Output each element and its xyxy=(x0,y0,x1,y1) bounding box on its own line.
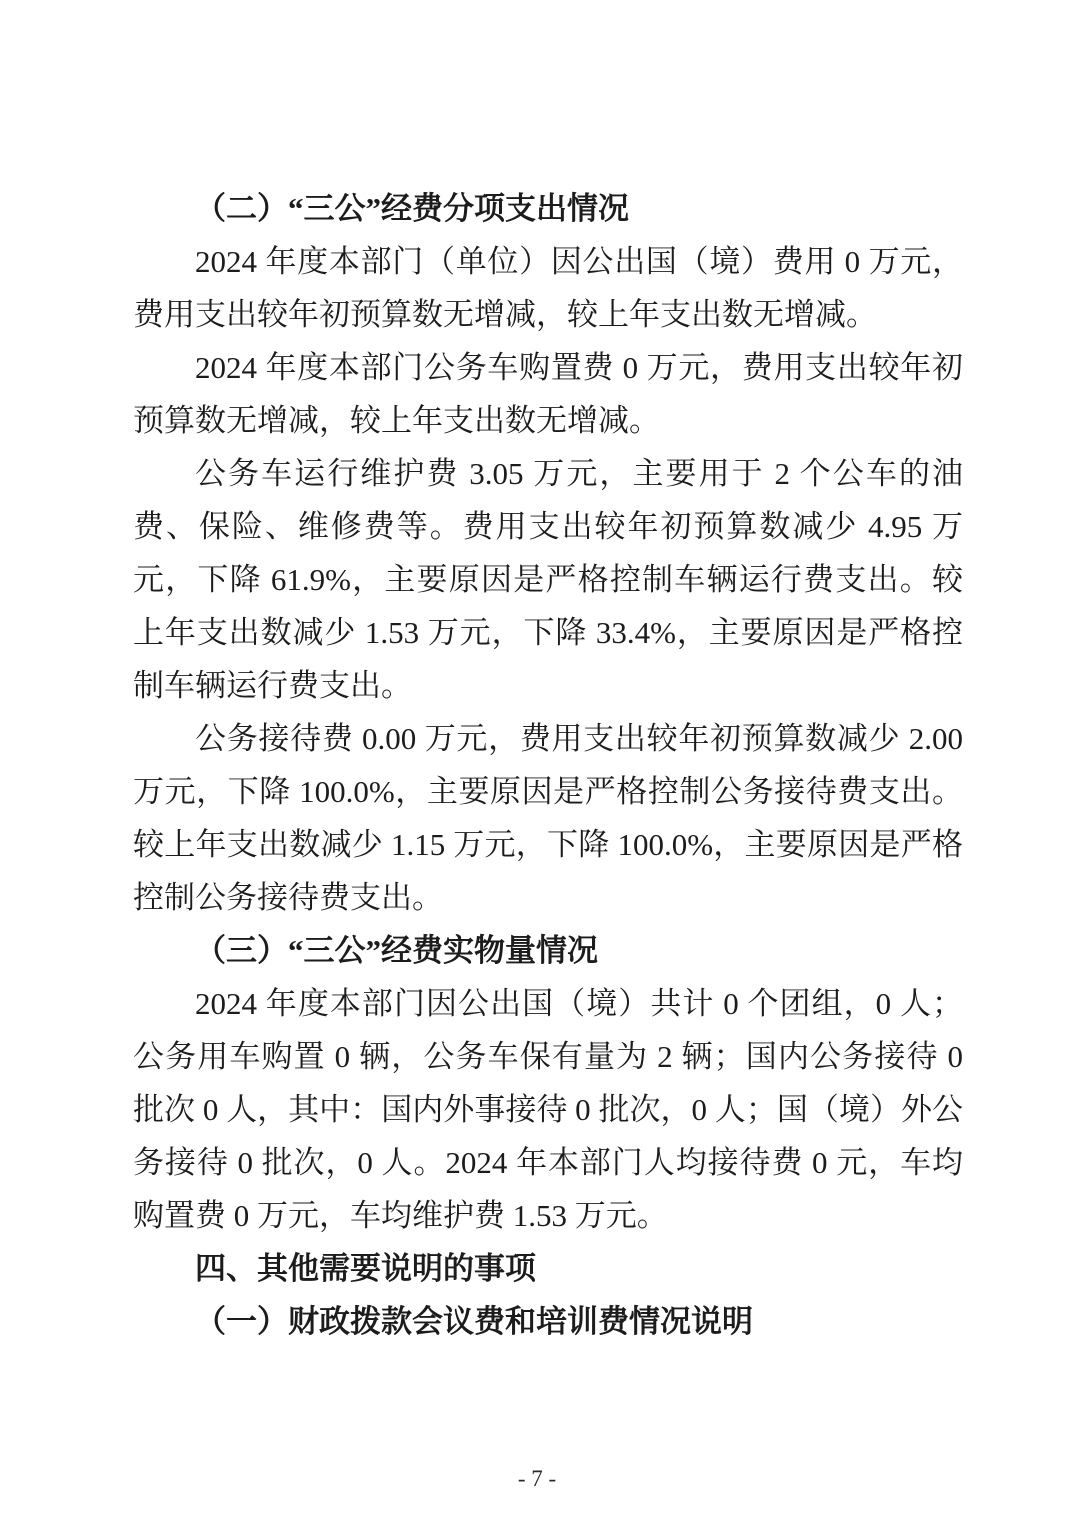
para-physical-quantity: 2024 年度本部门因公出国（境）共计 0 个团组，0 人；公务用车购置 0 辆，公务车保有量为 2 辆；国内公务接待 0 批次 0 人，其中：国内外事接待 0 批次，0 人；国（境）外公务接待 0 批次，0 人。2024 年本部门人均接待费 0 元，车均购置费 0 万元，车均维护费 1.53 万元。 xyxy=(133,986,963,1233)
para-official-reception: 公务接待费 0.00 万元，费用支出较年初预算数减少 2.00 万元，下降 100.0%，主要原因是严格控制公务接待费支出。较上年支出数减少 1.15 万元，下降 100.0%，主要原因是严格控制公务接待费支出。 xyxy=(133,721,963,915)
para-vehicle-purchase: 2024 年度本部门公务车购置费 0 万元，费用支出较年初预算数无增减，较上年支出数无增减。 xyxy=(133,350,963,438)
para-abroad-expense: 2024 年度本部门（单位）因公出国（境）费用 0 万元，费用支出较年初预算数无增减，较上年支出数无增减。 xyxy=(133,244,963,332)
section-heading-3: （三）“三公”经费实物量情况 xyxy=(195,933,598,968)
document-content xyxy=(133,182,963,1348)
section-heading-2: （二）“三公”经费分项支出情况 xyxy=(195,191,629,226)
para-vehicle-maintenance: 公务车运行维护费 3.05 万元，主要用于 2 个公车的油费、保险、维修费等。费用支出较年初预算数减少 4.95 万元，下降 61.9%，主要原因是严格控制车辆运行费支出。较上年支出数减少 1.53 万元，下降 33.4%，主要原因是严格控制车辆运行费支出。 xyxy=(133,456,963,703)
section-heading-4-1: （一）财政拨款会议费和培训费情况说明 xyxy=(195,1304,753,1339)
page-number: - 7 - xyxy=(517,1466,557,1491)
section-heading-4: 四、其他需要说明的事项 xyxy=(195,1251,536,1286)
